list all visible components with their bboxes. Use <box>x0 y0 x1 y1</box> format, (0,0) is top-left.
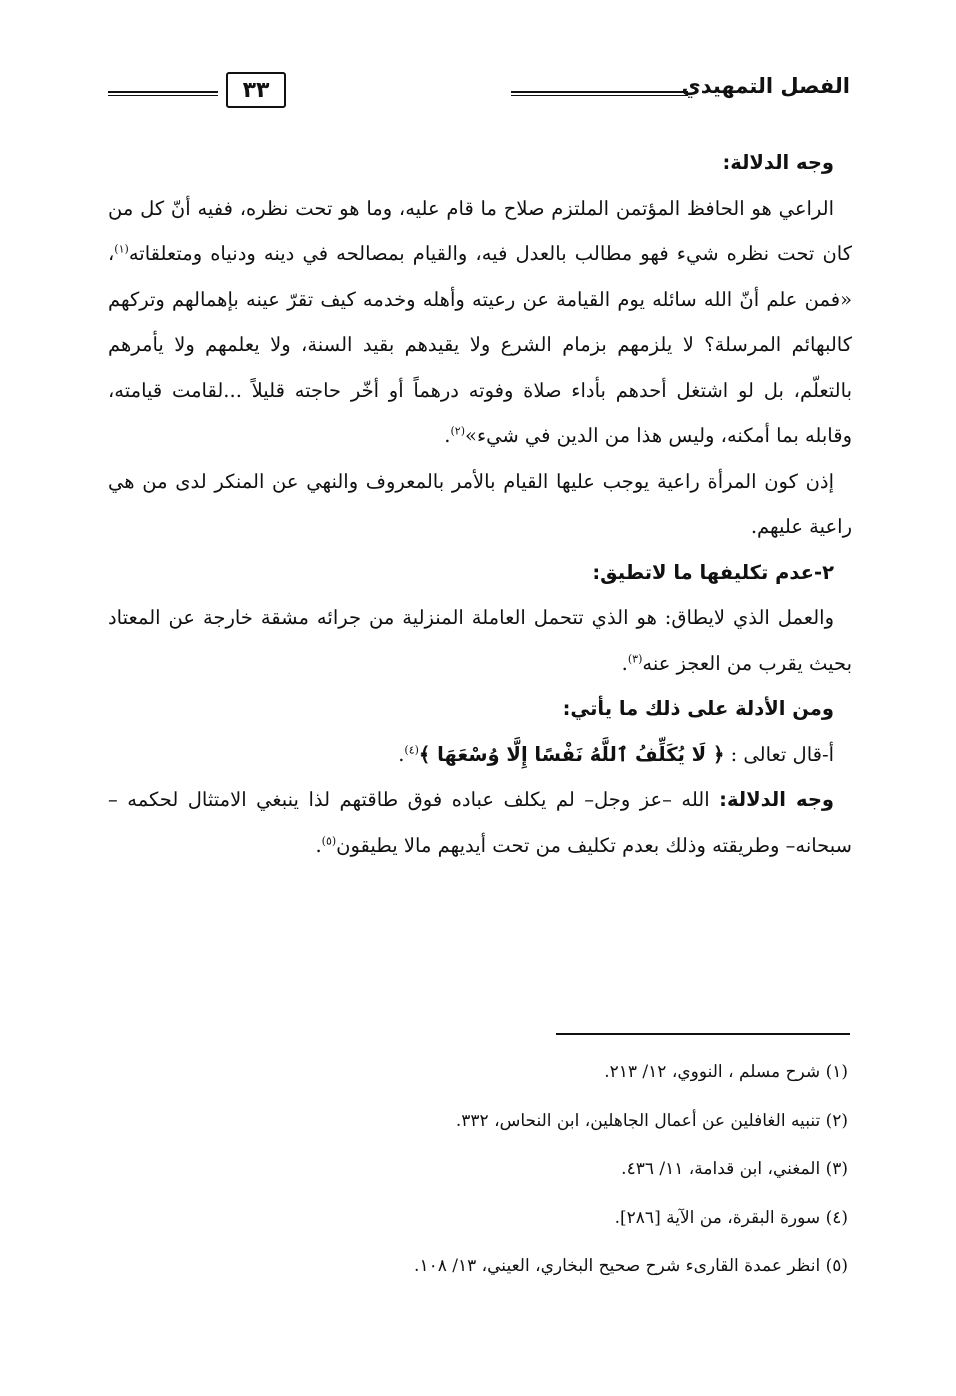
paragraph-text: الراعي هو الحافظ المؤتمن الملتزم صلاح ما قام عليه، وما هو تحت نظره، ففيه أنّ كل من كان تحت نظره شيء فهو مطالب بالعدل فيه، والقيام بمصالحه في دينه ودنياه ومتعلقاته <box>108 196 853 265</box>
page-number: ٣٣ <box>226 72 286 108</box>
footnote-ref: (٤) <box>404 743 419 756</box>
footnote-ref: (٥) <box>321 834 337 847</box>
footnote-separator <box>556 1033 850 1035</box>
footnote: (٣) المغني، ابن قدامة، ١١/ ٤٣٦. <box>621 1159 848 1179</box>
paragraph: الراعي هو الحافظ المؤتمن الملتزم صلاح ما قام عليه، وما هو تحت نظره، ففيه أنّ كل من كان تحت نظره شيء فهو مطالب بالعدل فيه، والقيام بمصالحه في دينه ودنياه ومتعلقاته$^{(١)}$، «فمن علم أنّ الله سائله يوم القيامة عن رعيته وأهله وخدمه كيف تقرّ عينه بإهمالهم وتركهم كالبهائم المرسلة؟ لا يلزمهم بزمام الشرع ولا يقيدهم بقيد السنة، ولا يعلمهم ولا يأمرهم بالتعلّم، بل لو اشتغل أحدهم بأداء صلاة وفوته درهماً أو أخّر حاجته قليلاً ...لقامت قيامته، وقابله بما أمكنه، وليس هذا من الدين في شيء»$^{(٢)}$. <box>108 196 853 447</box>
footnote: (١) شرح مسلم ، النووي، ١٢/ ٢١٣. <box>604 1062 848 1082</box>
footnote: (٥) انظر عمدة القارىء شرح صحيح البخاري، العيني، ١٣/ ١٠٨. <box>414 1256 848 1276</box>
page-header <box>108 72 850 112</box>
paragraph: إذن كون المرأة راعية يوجب عليها القيام بالأمر بالمعروف والنهي عن المنكر لدى من هي راعية عليهم. <box>108 469 852 538</box>
footnote-ref: (٢) <box>450 424 466 438</box>
paragraph: أ-قال تعالى : ﴿ لَا يُكَلِّفُ ٱللَّهُ نَفْسًا إِلَّا وُسْعَهَا ﴾$^{(٤)}$. <box>398 742 834 766</box>
section-heading: وجه الدلالة: <box>722 151 834 174</box>
header-rule <box>511 91 688 96</box>
section-heading: ومن الأدلة على ذلك ما يأتي: <box>562 697 834 720</box>
paragraph-lead: وجه الدلالة: <box>719 788 834 811</box>
footnote-ref: (١) <box>114 242 129 256</box>
footnotes <box>108 1048 848 1291</box>
footnote: (٤) سورة البقرة، من الآية [٢٨٦]. <box>614 1207 848 1228</box>
paragraph-text: والعمل الذي لايطاق: هو الذي تتحمل العاملة المنزلية من جرائه مشقة خارجة عن المعتاد بحيث يقرب من العجز عنه <box>108 606 852 675</box>
footnote-ref: (٣) <box>627 652 643 665</box>
quote-text: ، «فمن علم أنّ الله سائله يوم القيامة عن رعيته وأهله وخدمه كيف تقرّ عينه بإهمالهم وتركهم كالبهائم المرسلة؟ لا يلزمهم بزمام الشرع ولا يقيدهم بقيد السنة، ولا يعلمهم ولا يأمرهم بالتعلّم، بل لو اشتغل أحدهم بأداء صلاة وفوته درهماً أو أخّر حاجته قليلاً ...لقامت قيامته، وقابله بما أمكنه، وليس هذا من الدين في شيء» <box>108 242 852 447</box>
paragraph: وجه الدلالة: الله –عز وجل– لم يكلف عباده فوق طاقتهم لذا ينبغي الامتثال لحكمه –سبحانه– وطريقته وذلك بعدم تكليف من تحت أيديهم مالا يطيقون$^{(٥)}$. <box>108 788 852 857</box>
chapter-title: الفصل التمهيدي <box>681 74 850 98</box>
footnote: (٢) تنبيه الغافلين عن أعمال الجاهلين، ابن النحاس، ٣٣٢. <box>455 1110 848 1131</box>
header-rule <box>108 91 218 96</box>
quran-verse: ﴿ لَا يُكَلِّفُ ٱللَّهُ نَفْسًا إِلَّا وُسْعَهَا ﴾ <box>418 742 725 766</box>
verse-lead: أ-قال تعالى : <box>724 742 834 766</box>
paragraph: والعمل الذي لايطاق: هو الذي تتحمل العاملة المنزلية من جرائه مشقة خارجة عن المعتاد بحيث يقرب من العجز عنه$^{(٣)}$. <box>108 606 852 675</box>
section-heading: ٢-عدم تكليفها ما لاتطيق: <box>592 560 834 584</box>
main-text <box>108 140 852 868</box>
paragraph-text: الله –عز وجل– لم يكلف عباده فوق طاقتهم لذا ينبغي الامتثال لحكمه –سبحانه– وطريقته وذلك بعدم تكليف من تحت أيديهم مالا يطيقون <box>108 788 852 857</box>
